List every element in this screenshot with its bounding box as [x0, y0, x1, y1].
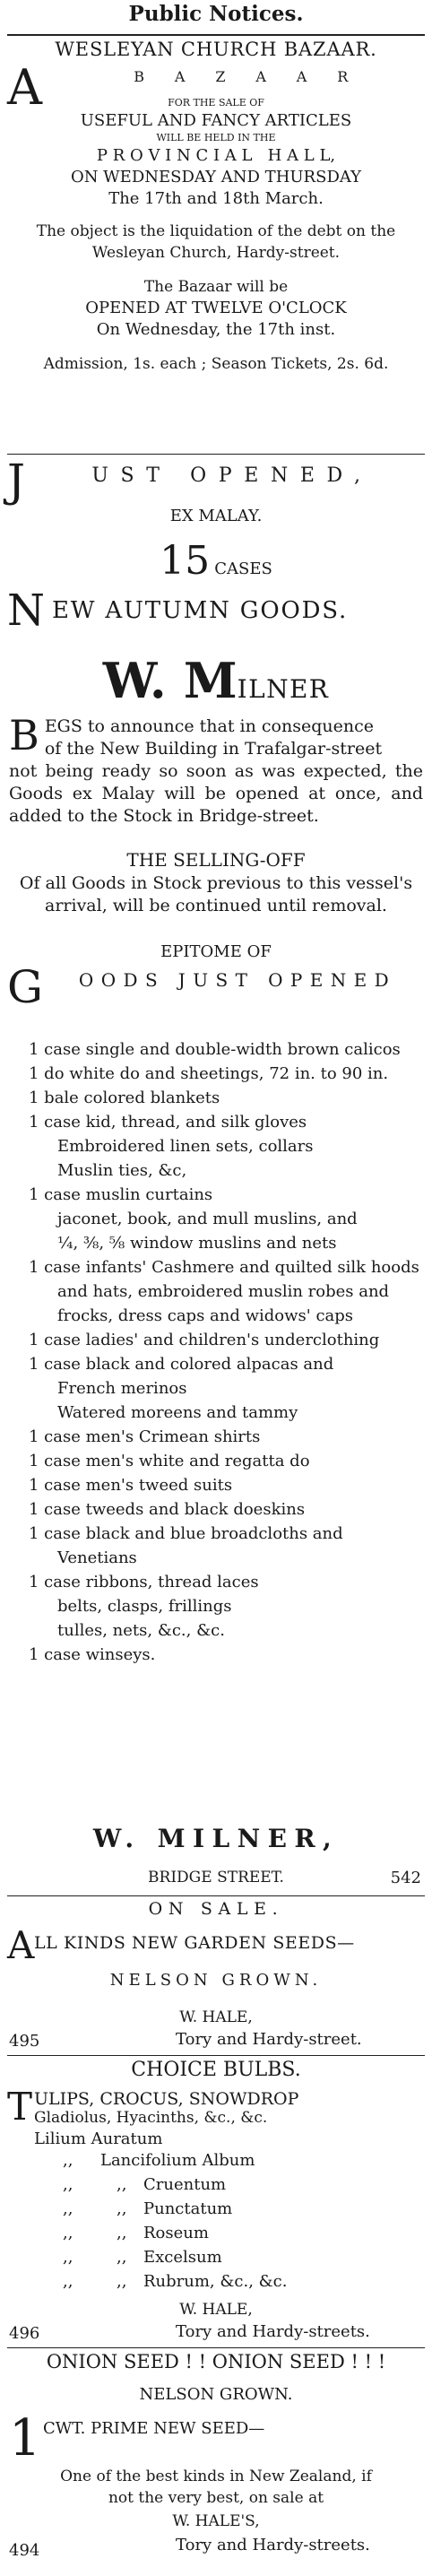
ditto-mark: ,,	[63, 2175, 73, 2194]
bulb-variety	[0, 2221, 432, 2245]
milner-footer-street: BRIDGE STREET.	[148, 1869, 284, 1886]
goods-subitem: tulles, nets, &c., &c.	[57, 1621, 225, 1640]
goods-item: 1 case winseys.	[29, 1645, 156, 1664]
goods-subitem: Muslin ties, &c,	[57, 1161, 187, 1180]
bazaar-spaced-word: B A Z A A R	[134, 68, 361, 85]
seeds-headline-text: LL KINDS NEW GARDEN SEEDS—	[34, 1933, 355, 1953]
bazaar-object-1: The object is the liquidation of the debt on the	[36, 222, 396, 240]
goods-item: 1 case black and colored alpacas and	[29, 1355, 334, 1374]
bazaar-line-3: WILL BE HELD IN THE	[156, 132, 276, 143]
bazaar-heading: WESLEYAN CHURCH BAZAAR.	[55, 39, 377, 60]
begs-dropcap: B	[9, 711, 39, 759]
goods-item: 1 case tweeds and black doeskins	[29, 1500, 306, 1519]
bulb-variety-name: Roseum	[143, 2224, 209, 2242]
just-opened	[0, 455, 432, 507]
goods-item: 1 case men's tweed suits	[29, 1476, 233, 1495]
goods-rest: OODS JUST OPENED	[78, 969, 397, 991]
selling-off-text: Of all Goods in Stock previous to this vessel's arrival, will be continued until removal.	[19, 873, 413, 915]
goods-subitem: French merinos	[57, 1379, 187, 1398]
seeds-nelson: NELSON GROWN.	[109, 1971, 323, 1990]
onion-sig-address: Tory and Hardy-streets.	[176, 2536, 370, 2554]
ditto-mark: ,,	[117, 2175, 127, 2194]
goods-subitem: ¼, ⅜, ⅝ window muslins and nets	[57, 1234, 337, 1253]
goods-item: 1 case ladies' and children's underclothing	[29, 1331, 380, 1349]
goods-item: 1 case men's white and regatta do	[29, 1452, 310, 1470]
bulb-varieties	[0, 2148, 432, 2294]
onion-title: ONION SEED ! ! ONION SEED ! ! !	[46, 2351, 386, 2372]
onion-ad-number: 494	[9, 2541, 40, 2560]
bazaar-line-5: ON WEDNESDAY AND THURSDAY	[70, 168, 362, 186]
just-rest: UST OPENED,	[91, 464, 373, 487]
onion-body-1: One of the best kinds in New Zealand, if	[60, 2468, 372, 2485]
ditto-mark: ,,	[63, 2151, 73, 2170]
name-m: M	[183, 652, 238, 709]
bulbs-sig-name: W. HALE,	[179, 2301, 253, 2319]
onion-headline-text: CWT. PRIME NEW SEED—	[43, 2419, 265, 2438]
name-w: W.	[102, 652, 167, 709]
seeds-headline	[0, 1923, 432, 1967]
bulb-variety-name: Excelsum	[143, 2248, 222, 2267]
goods-subitem: belts, clasps, frillings	[57, 1597, 232, 1616]
bulb-variety	[0, 2269, 432, 2294]
bulb-variety	[0, 2148, 432, 2173]
ditto-mark: ,,	[117, 2272, 127, 2291]
rule-3	[7, 2055, 425, 2056]
bazaar-notice	[0, 36, 432, 375]
just-dropcap: J	[7, 455, 26, 507]
bazaar-line-4: P R O V I N C I A L H A L L,	[96, 146, 336, 165]
bazaar-line-2: USEFUL AND FANCY ARTICLES	[80, 111, 352, 130]
ex-malay: EX MALAY.	[169, 507, 263, 525]
ditto-mark: ,,	[63, 2224, 73, 2242]
ditto-mark: ,,	[117, 2224, 127, 2242]
goods-subitem: and hats, embroidered muslin robes and	[57, 1282, 390, 1301]
goods-item: 1 case ribbons, thread laces	[29, 1573, 259, 1592]
begs-paragraph	[0, 711, 432, 828]
bulbs-third: Lilium Auratum	[34, 2129, 163, 2148]
goods-item: 1 case kid, thread, and silk gloves	[29, 1113, 307, 1132]
page-title: Public Notices.	[128, 2, 304, 26]
bazaar-open-2: OPENED AT TWELVE O'CLOCK	[85, 299, 347, 317]
bulb-variety	[0, 2197, 432, 2221]
seeds-sig-name: W. HALE,	[179, 2008, 253, 2026]
goods-item: 1 case men's Crimean shirts	[29, 1427, 261, 1446]
rule-2	[7, 1895, 425, 1896]
selling-off-title: THE SELLING-OFF	[126, 849, 306, 871]
goods-item: 1 bale colored blankets	[29, 1089, 220, 1107]
bazaar-line-6: The 17th and 18th March.	[108, 189, 324, 208]
bulb-variety-name: Lancifolium Album	[100, 2151, 255, 2170]
ditto-mark: ,,	[117, 2199, 127, 2218]
bulbs-second: Gladiolus, Hyacinths, &c., &c.	[34, 2109, 268, 2127]
bulb-variety-name: Punctatum	[143, 2199, 233, 2218]
cases-count: 15	[160, 538, 211, 584]
goods-subitem: Embroidered linen sets, collars	[57, 1137, 314, 1156]
milner-notice	[0, 457, 432, 1667]
begs-second: of the New Building in Trafalgar-street	[44, 739, 383, 759]
new-dropcap: N	[7, 585, 45, 636]
goods-item: 1 case single and double-width brown calicos	[29, 1040, 401, 1059]
epitome: EPITOME OF	[160, 942, 272, 961]
goods-item: 1 case black and blue broadcloths and	[29, 1524, 343, 1543]
goods-subitem: Venetians	[57, 1548, 137, 1567]
milner-ad-number: 542	[390, 1869, 421, 1887]
bazaar-admission: Admission, 1s. each ; Season Tickets, 2s. 6d.	[43, 355, 389, 373]
bulbs-title: CHOICE BULBS.	[131, 2059, 301, 2081]
goods-list	[0, 1037, 432, 1667]
bulbs-sig-address: Tory and Hardy-streets.	[176, 2322, 370, 2341]
goods-item: 1 case infants' Cashmere and quilted silk hoods	[29, 1258, 419, 1277]
bazaar-object-2: Wesleyan Church, Hardy-street.	[91, 244, 341, 262]
cases-line	[0, 534, 432, 588]
onion-sig-name: W. HALE'S,	[172, 2512, 260, 2530]
goods-subitem: frocks, dress caps and widows' caps	[57, 1306, 354, 1325]
begs-rest: not being ready so soon as was expected, the Goods ex Malay will be opened at once, and added to the Stock in Bridge-street.	[9, 761, 423, 826]
bulb-variety-name: Rubrum, &c., &c.	[143, 2272, 288, 2291]
rule-1	[7, 454, 425, 455]
bazaar-line-1: FOR THE SALE OF	[168, 97, 264, 108]
goods-subitem: Watered moreens and tammy	[57, 1403, 298, 1422]
bazaar-open-1: The Bazaar will be	[143, 278, 289, 296]
goods-item: 1 case muslin curtains	[29, 1185, 213, 1204]
goods-item: 1 do white do and sheetings, 72 in. to 90 in.	[29, 1064, 389, 1083]
ditto-mark: ,,	[63, 2248, 73, 2267]
bulbs-headline	[0, 2087, 432, 2127]
bulb-variety	[0, 2173, 432, 2197]
bulb-variety-name: Cruentum	[143, 2175, 227, 2194]
bulbs-first: ULIPS, CROCUS, SNOWDROP	[34, 2089, 299, 2109]
onion-headline	[0, 2409, 432, 2468]
bazaar-dropcap: A	[7, 59, 42, 116]
seeds-sig-address: Tory and Hardy-street.	[176, 2030, 362, 2049]
milner-name	[0, 651, 432, 710]
ditto-mark: ,,	[63, 2199, 73, 2218]
goods-opened	[0, 961, 432, 1013]
seeds-dropcap: A	[7, 1923, 35, 1967]
onion-nelson: NELSON GROWN.	[139, 2385, 293, 2404]
seeds-ad-number: 495	[9, 2032, 40, 2051]
on-sale: ON SALE.	[148, 1899, 284, 1919]
goods-dropcap: G	[7, 961, 43, 1013]
milner-footer-name: W. MILNER,	[92, 1824, 340, 1853]
bazaar-open-3: On Wednesday, the 17th inst.	[96, 320, 336, 339]
bulb-variety	[0, 2245, 432, 2269]
begs-first: EGS to announce that in consequence	[44, 716, 374, 736]
ditto-mark: ,,	[63, 2272, 73, 2291]
new-rest: EW AUTUMN GOODS.	[52, 597, 349, 624]
name-rest: ILNER	[237, 674, 330, 704]
bulbs-ad-number: 496	[9, 2324, 40, 2343]
ditto-mark: ,,	[117, 2248, 127, 2267]
new-goods	[0, 585, 432, 636]
onion-body-2: not the very best, on sale at	[108, 2489, 324, 2507]
bazaar-headline	[0, 59, 432, 116]
cases-word: CASES	[214, 559, 272, 578]
bulbs-dropcap: T	[7, 2085, 33, 2129]
onion-dropcap: 1	[9, 2409, 41, 2468]
goods-subitem: jaconet, book, and mull muslins, and	[57, 1210, 358, 1228]
rule-4	[7, 2347, 425, 2348]
